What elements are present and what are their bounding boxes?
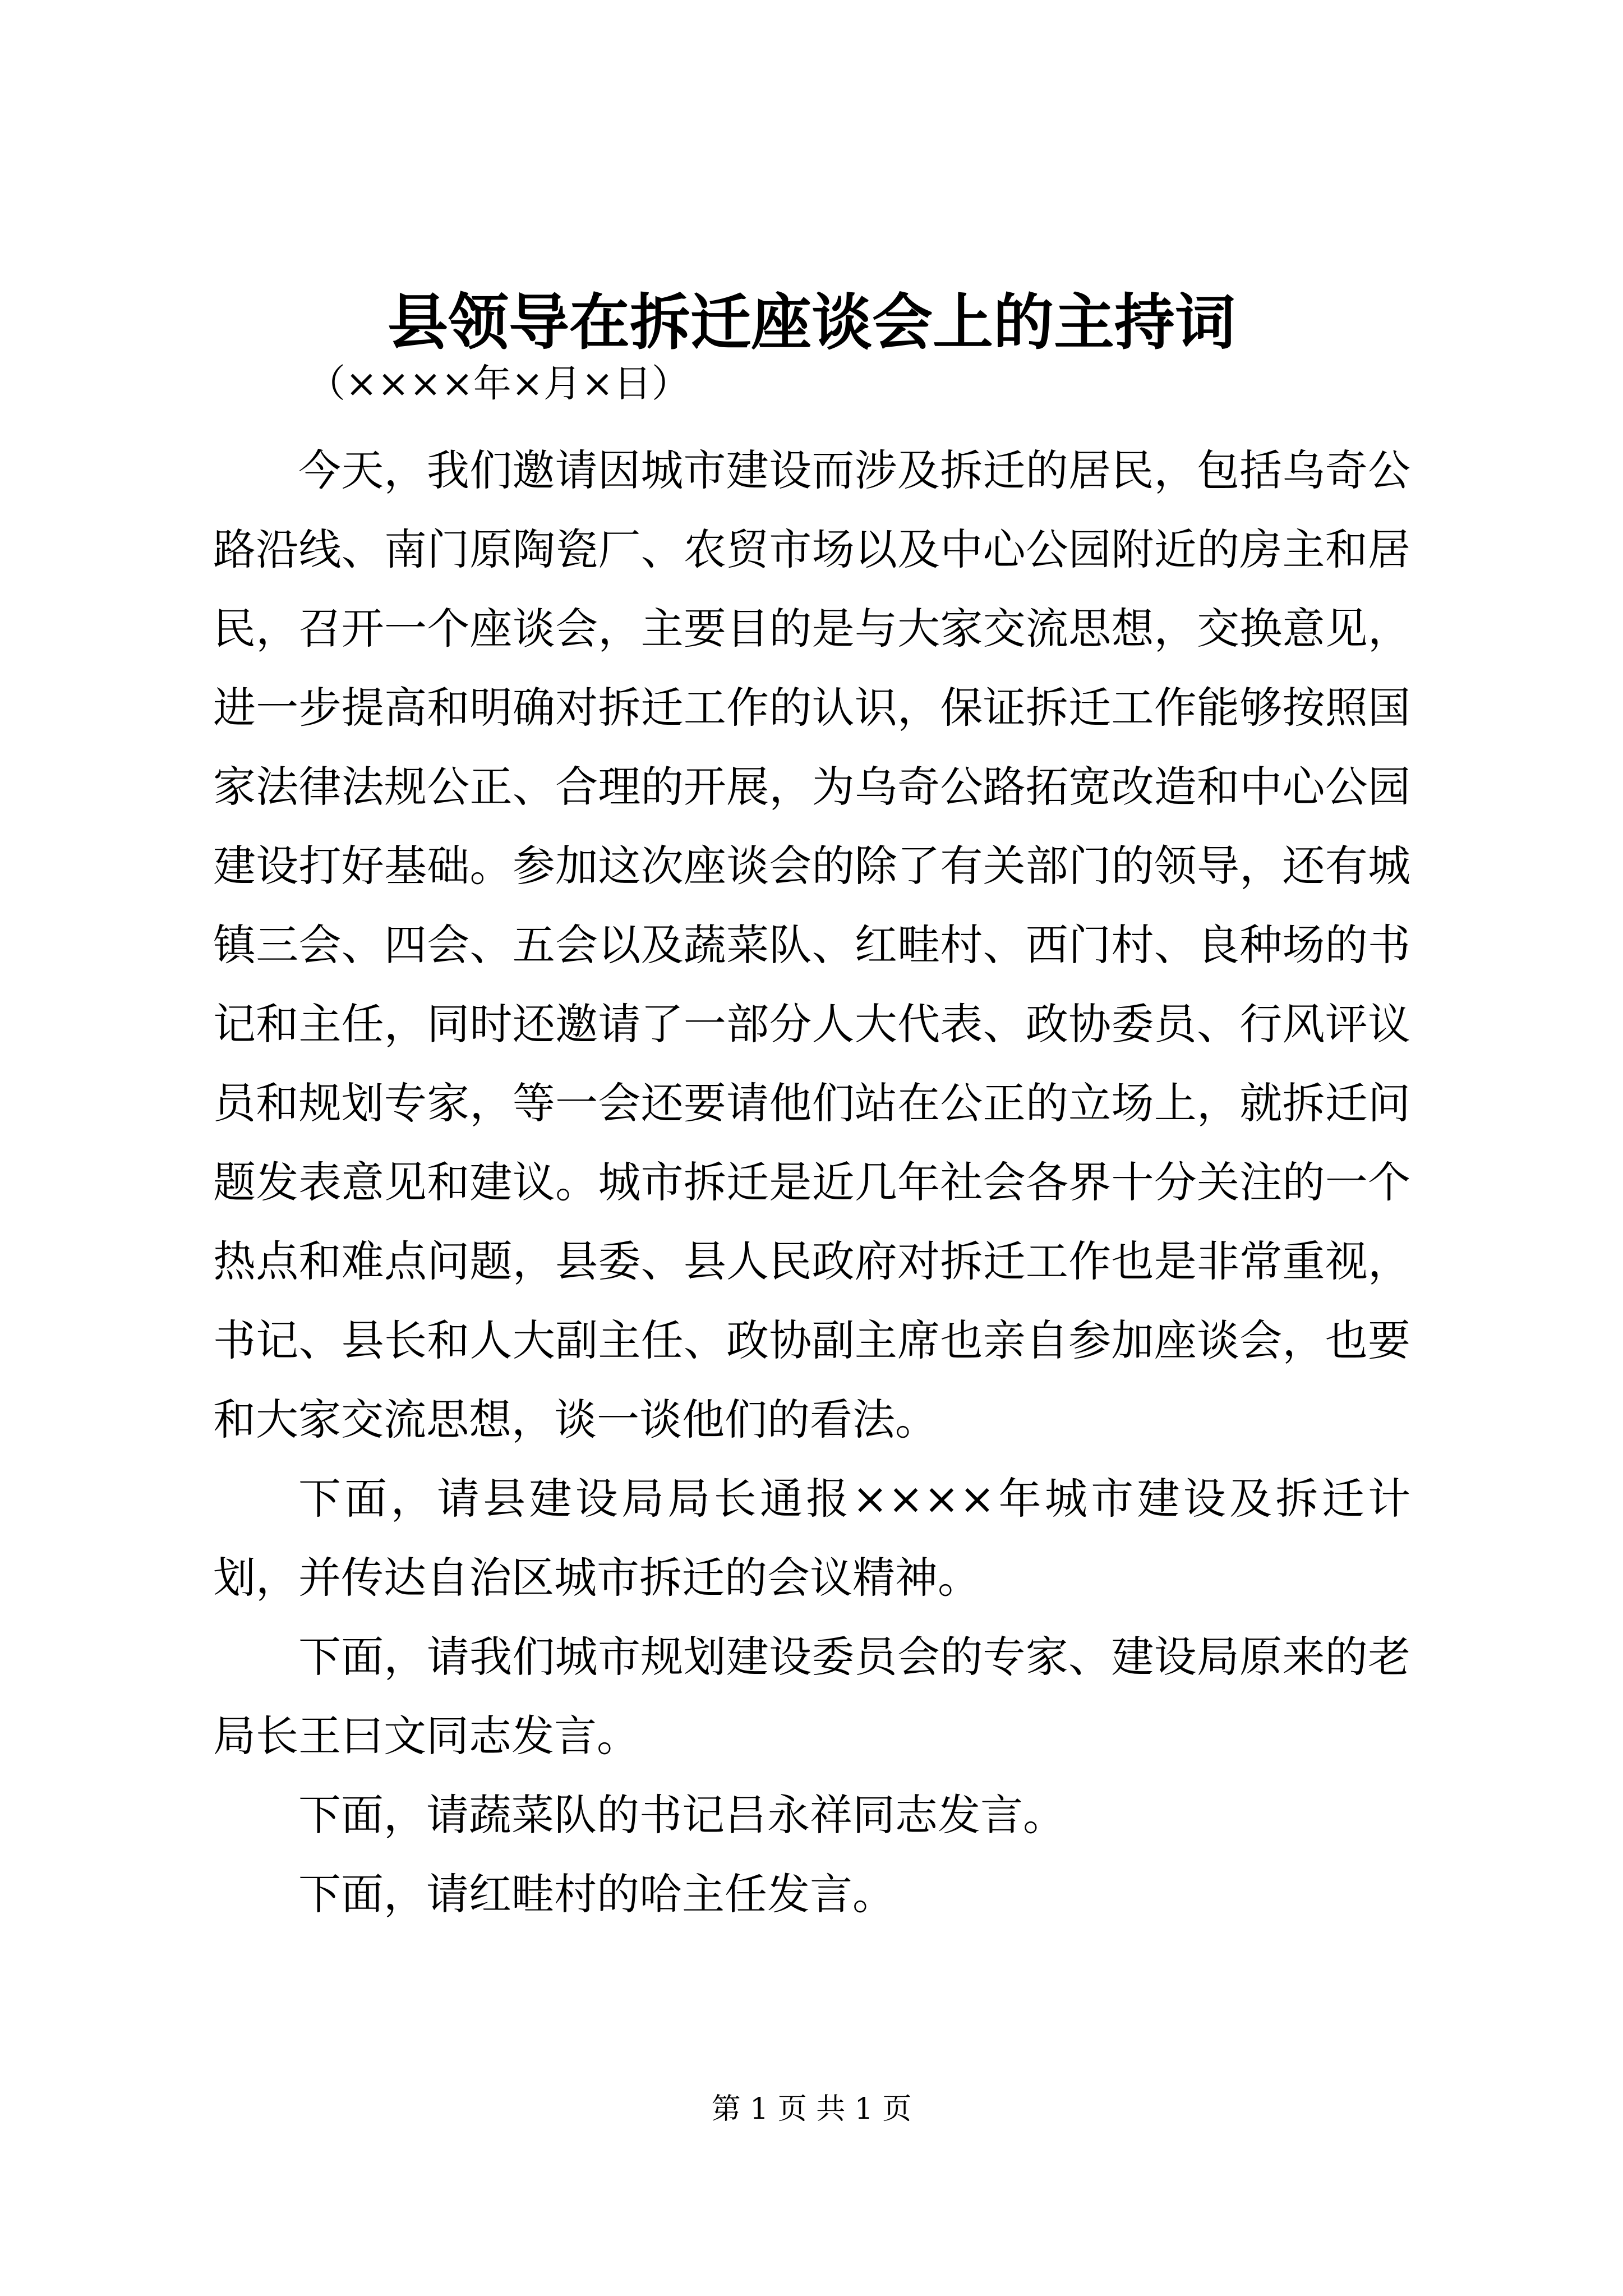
paragraph-construction-bureau: 下面，请县建设局局长通报××××年城市建设及拆迁计划，并传达自治区城市拆迁的会议精神。 — [213, 1474, 1410, 1603]
paragraph-planning-expert: 下面，请我们城市规划建设委员会的专家、建设局原来的老局长王曰文同志发言。 — [213, 1632, 1410, 1761]
paragraph-opening: 今天，我们邀请因城市建设而涉及拆迁的居民，包括乌奇公路沿线、南门原陶瓷厂、农贸市场以及中心公园附近的房主和居民，召开一个座谈会，主要目的是与大家交流思想，交换意见，进一步提高和明确对拆迁工作的认识，保证拆迁工作能够按照国家法律法规公正、合理的开展，为乌奇公路拓宽改造和中心公园建设打好基础。参加这次座谈会的除了有关部门的领导，还有城镇三会、四会、五会以及蔬菜队、红畦村、西门村、良种场的书记和主任，同时还邀请了一部分人大代表、政协委员、行风评议员和规划专家，等一会还要请他们站在公正的立场上，就拆迁问题发表意见和建议。城市拆迁是近几年社会各界十分关注的一个热点和难点问题，县委、县人民政府对拆迁工作也是非常重视，书记、县长和人大副主任、政协副主席也亲自参加座谈会，也要和大家交流思想，谈一谈他们的看法。 — [213, 445, 1410, 1444]
document-date: （××××年×月×日） — [307, 362, 690, 406]
paragraph-hongqi-village: 下面，请红畦村的哈主任发言。 — [298, 1869, 895, 1919]
paragraph-vegetable-team: 下面，请蔬菜队的书记吕永祥同志发言。 — [298, 1790, 1066, 1840]
page-number-footer: 第 1 页 共 1 页 — [711, 2092, 912, 2126]
document-body — [213, 431, 1410, 1934]
document-title: 县领导在拆迁座谈会上的主持词 — [387, 287, 1235, 358]
